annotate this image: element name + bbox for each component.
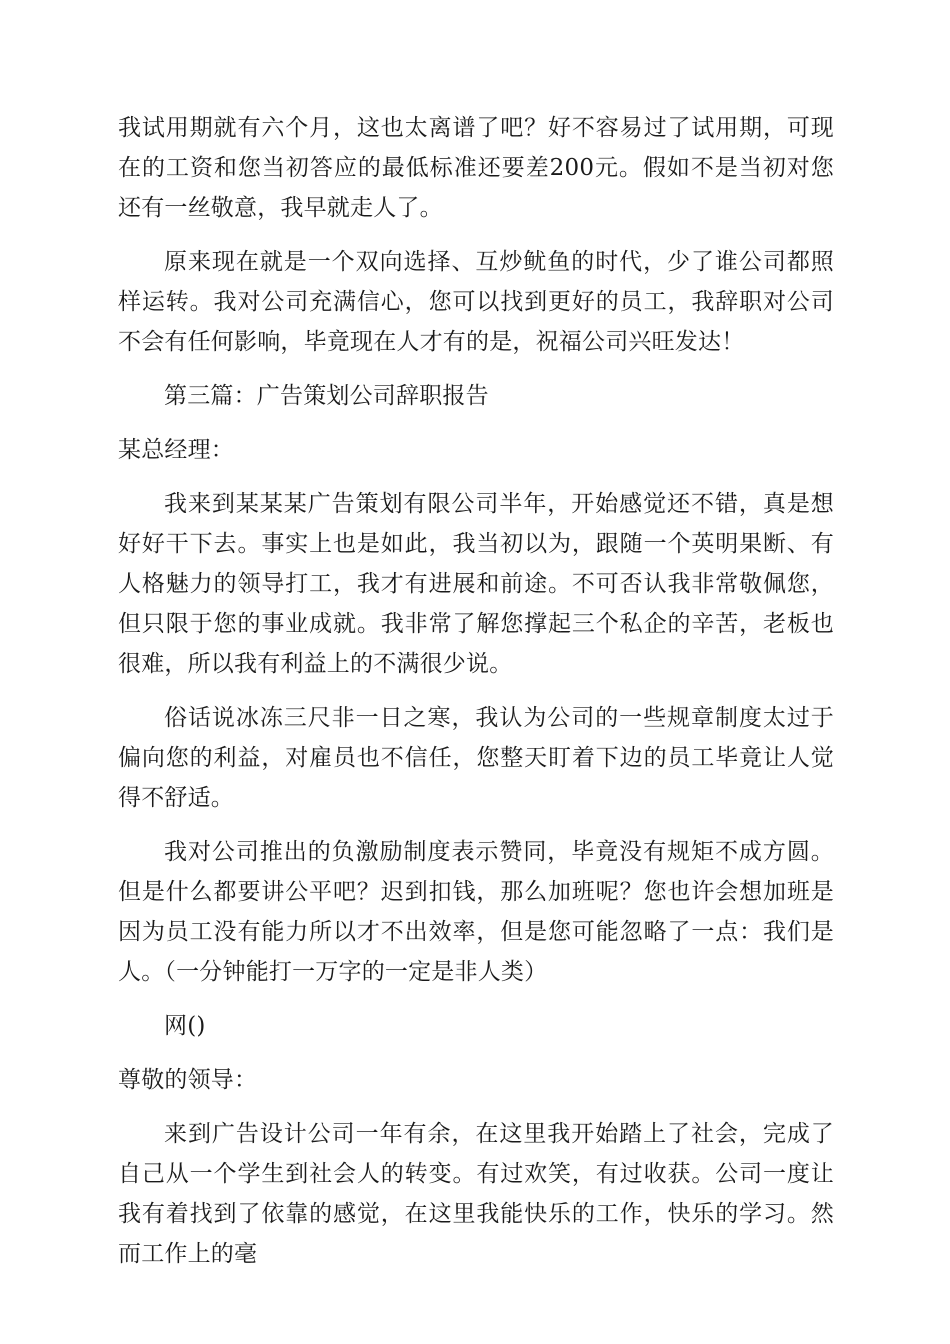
- paragraph-design-company: 来到广告设计公司一年有余，在这里我开始踏上了社会，完成了自己从一个学生到社会人的转变。有过欢笑，有过收获。公司一度让我有着找到了依靠的感觉，在这里我能快乐的工作，快乐的学习。然而工作上的毫: [118, 1121, 834, 1267]
- section-heading-third: 第三篇：广告策划公司辞职报告: [164, 383, 489, 409]
- paragraph-rules-complaint: 俗话说冰冻三尺非一日之寒，我认为公司的一些规章制度太过于偏向您的利益，对雇员也不信任，您整天盯着下边的员工毕竟让人觉得不舒适。: [118, 705, 834, 811]
- document-body: [118, 108, 834, 1288]
- paragraph-joined-company: 我来到某某某广告策划有限公司半年，开始感觉还不错，真是想好好干下去。事实上也是如此，我当初以为，跟随一个英明果断、有人格魅力的领导打工，我才有进展和前途。不可否认我非常敬佩您，但只限于您的事业成就。我非常了解您撑起三个私企的辛苦，老板也很难，所以我有利益上的不满很少说。: [118, 491, 834, 677]
- paragraph-incentive-system: 我对公司推出的负激励制度表示赞同，毕竟没有规矩不成方圆。但是什么都要讲公平吧？迟到扣钱，那么加班呢？您也许会想加班是因为员工没有能力所以才不出效率，但是您可能忽略了一点：我们是人。（一分钟能打一万字的一定是非人类）: [118, 839, 834, 985]
- paragraph-web-note: 网(): [164, 1013, 206, 1039]
- paragraph-mutual-choice: 原来现在就是一个双向选择、互炒鱿鱼的时代，少了谁公司都照样运转。我对公司充满信心，您可以找到更好的员工，我辞职对公司不会有任何影响，毕竟现在人才有的是，祝福公司兴旺发达！: [118, 249, 834, 355]
- salutation-respected-leader: 尊敬的领导：: [118, 1067, 258, 1093]
- salutation-general-manager: 某总经理：: [118, 437, 234, 463]
- paragraph-probation-complaint: 我试用期就有六个月，这也太离谱了吧？好不容易过了试用期，可现在的工资和您当初答应的最低标准还要差200元。假如不是当初对您还有一丝敬意，我早就走人了。: [118, 115, 834, 221]
